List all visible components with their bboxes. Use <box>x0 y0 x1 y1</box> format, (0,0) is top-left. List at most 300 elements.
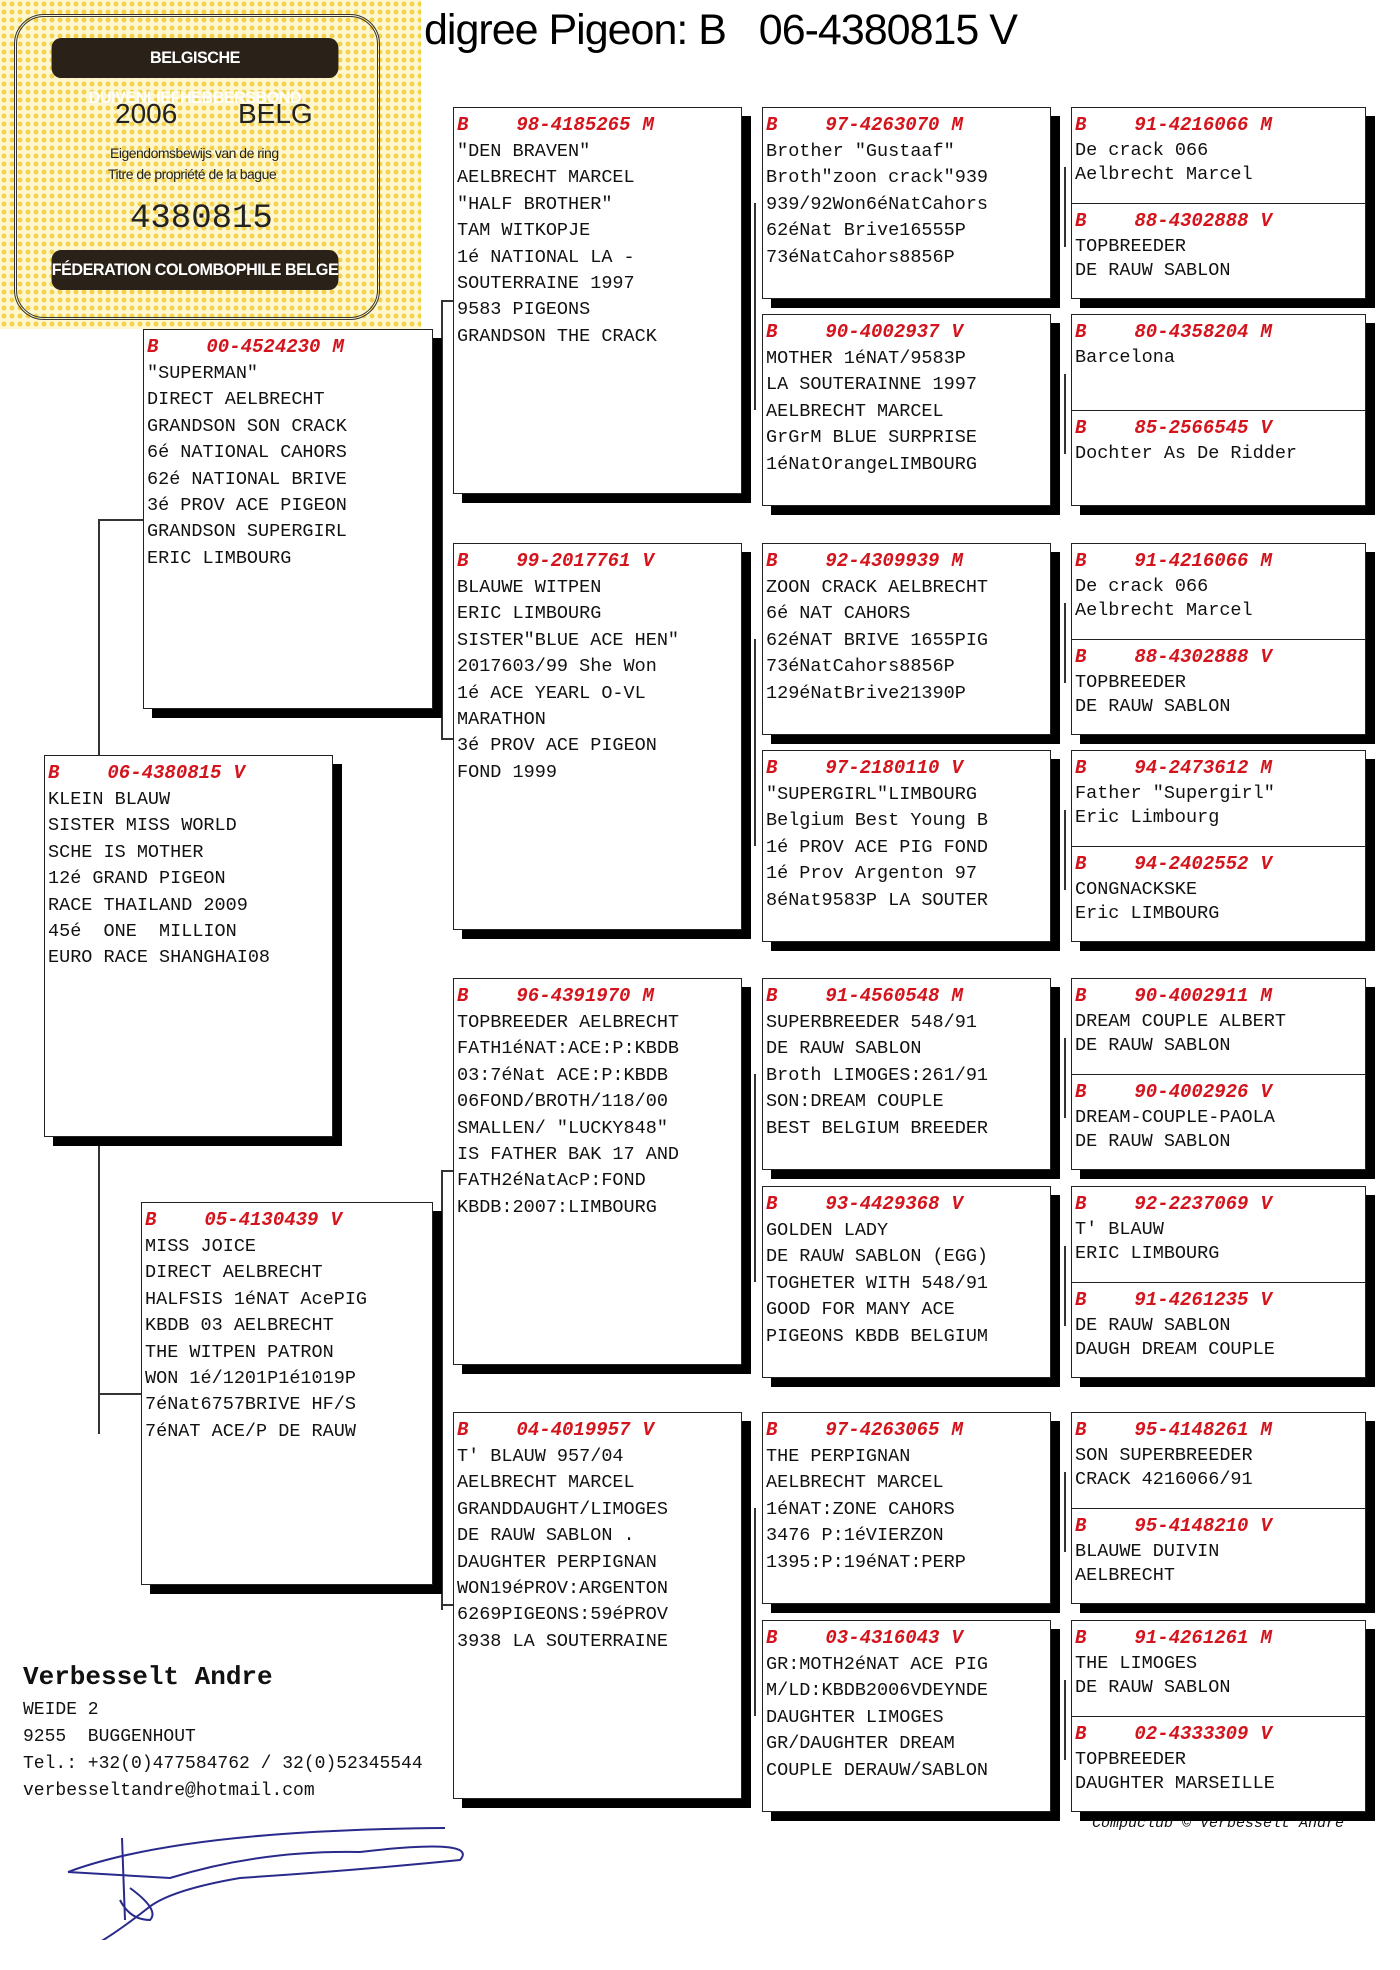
ring-country: B <box>1075 416 1087 439</box>
pigeon-note-line: 1é Prov Argenton 97 <box>766 863 977 885</box>
pigeon-ring-header <box>1075 1191 1362 1218</box>
pigeon-ring-header <box>147 334 429 361</box>
pigeon-ring-header <box>1075 548 1362 575</box>
pigeon-ring-header <box>766 755 1047 782</box>
ring-number: 93-4429368 <box>825 1193 940 1215</box>
pigeon-note-line: DE RAUW SABLON (EGG) <box>766 1246 989 1268</box>
connector-line <box>1064 1680 1066 1760</box>
sex-code: M <box>951 114 963 136</box>
pigeon-ring-header <box>1075 208 1362 235</box>
pigeon-note-line: KLEIN BLAUW <box>48 789 171 810</box>
pigeon-note-line: THE LIMOGES <box>1075 1653 1198 1674</box>
sex-code: M <box>1260 321 1272 343</box>
ring-number: 91-4560548 <box>825 985 940 1007</box>
pigeon-box[interactable] <box>762 314 1051 506</box>
ring-country: B <box>1075 321 1087 343</box>
page-title: digree Pigeon: B 06-4380815 V <box>424 6 1017 54</box>
ring-country: B <box>1075 852 1087 875</box>
ring-number: 92-4309939 <box>825 550 940 572</box>
pigeon-note-line: ERIC LIMBOURG <box>457 603 602 625</box>
ring-line-nl: Eigendomsbewijs van de ring <box>110 145 279 161</box>
pigeon-ring-header <box>1075 851 1362 878</box>
ring-number: 91-4261235 <box>1134 1288 1249 1311</box>
owner-city: 9255 BUGGENHOUT <box>23 1727 196 1747</box>
sex-code: M <box>951 550 963 572</box>
pigeon-box[interactable] <box>762 1412 1051 1604</box>
sex-code: V <box>233 762 245 784</box>
pigeon-note-line: Dochter As De Ridder <box>1075 442 1298 464</box>
pigeon-note-line: 1é ACE YEARL O-VL <box>457 682 646 704</box>
pigeon-box[interactable] <box>1072 1716 1365 1812</box>
pigeon-note-line: GRANDSON SUPERGIRL <box>147 521 347 543</box>
sex-code: M <box>1260 550 1272 572</box>
pigeon-ring-header <box>457 983 738 1010</box>
ring-country: B <box>147 336 159 358</box>
pigeon-box[interactable] <box>141 1202 433 1585</box>
pigeon-pair-box <box>1071 543 1366 735</box>
pigeon-box[interactable] <box>1072 410 1365 506</box>
pigeon-ring-header <box>1075 983 1362 1010</box>
pigeon-note-line: DAUGHTER MARSEILLE <box>1075 1772 1275 1794</box>
sex-code: V <box>1260 1722 1272 1745</box>
pigeon-ring-header <box>1075 319 1362 346</box>
pigeon-box[interactable] <box>762 1186 1051 1378</box>
ring-number: 91-4261261 <box>1134 1627 1249 1649</box>
pigeon-note-line: 62éNAT BRIVE 1655PIG <box>766 629 989 651</box>
pigeon-ring-header <box>457 548 738 575</box>
pigeon-note-line: ZOON CRACK AELBRECHT <box>766 577 989 598</box>
ring-country: B <box>457 114 469 136</box>
pigeon-note-line: DIRECT AELBRECHT <box>145 1262 323 1284</box>
pigeon-note-line: 8éNat9583P LA SOUTER <box>766 889 989 911</box>
ring-number: 97-4263070 <box>825 114 940 136</box>
pigeon-note-line: Aelbrecht Marcel <box>1075 600 1253 621</box>
connector-line <box>1064 603 1066 683</box>
sex-code: V <box>1260 852 1272 875</box>
pigeon-note-line: SCHE IS MOTHER <box>48 841 204 863</box>
pigeon-ring-header <box>48 760 329 787</box>
pigeon-note-line: 6é NATIONAL CAHORS <box>147 442 347 464</box>
pigeon-note-line: GR/DAUGHTER DREAM <box>766 1733 955 1755</box>
pigeon-note-line: RACE THAILAND 2009 <box>48 894 248 916</box>
pigeon-pair-box <box>1071 314 1366 506</box>
pigeon-pair-box <box>1071 978 1366 1170</box>
pigeon-note-line: FOND 1999 <box>457 761 557 783</box>
pigeon-note-line: 06FOND/BROTH/118/00 <box>457 1091 668 1113</box>
ring-number: 91-4216066 <box>1134 550 1249 572</box>
pigeon-note-line: TOPBREEDER <box>1075 671 1187 693</box>
pigeon-note-line: CRACK 4216066/91 <box>1075 1469 1253 1490</box>
pigeon-ring-header <box>145 1207 429 1234</box>
pigeon-note-line: DE RAUW SABLON <box>1075 1130 1231 1152</box>
pigeon-ring-header <box>766 1191 1047 1218</box>
pigeon-note-line: 3476 P:1éVIERZON <box>766 1525 944 1547</box>
pigeon-note-line: FATH1éNAT:ACE:P:KBDB <box>457 1038 680 1060</box>
pigeon-note-line: TAM WITKOPJE <box>457 220 591 242</box>
ring-number: 94-2402552 <box>1134 852 1249 875</box>
pigeon-note-line: GRANDDAUGHT/LIMOGES <box>457 1498 668 1520</box>
pigeon-ring-header <box>766 319 1047 346</box>
pigeon-box[interactable] <box>1072 1508 1365 1604</box>
pigeon-note-line: DE RAUW SABLON <box>1075 1314 1231 1336</box>
pigeon-note-line: "HALF BROTHER" <box>457 193 613 215</box>
ring-year: 2006 <box>115 98 178 129</box>
ring-number: 96-4391970 <box>516 985 631 1007</box>
pigeon-ring-header <box>766 1417 1047 1444</box>
sex-code: M <box>1260 114 1272 136</box>
connector-line <box>441 300 453 302</box>
pigeon-note-line: 1éNatOrangeLIMBOURG <box>766 453 977 475</box>
pigeon-box[interactable] <box>1072 846 1365 942</box>
pigeon-note-line: DAUGHTER LIMOGES <box>766 1706 944 1728</box>
pigeon-note-line: De crack 066 <box>1075 576 1209 597</box>
sex-code: V <box>642 1419 654 1441</box>
connector-line <box>441 738 453 740</box>
ring-country: B <box>145 1209 157 1231</box>
pigeon-note-line: 62é NATIONAL BRIVE <box>147 468 347 490</box>
pigeon-note-line: 939/92Won6éNatCahors <box>766 193 989 215</box>
ring-number: 95-4148261 <box>1134 1419 1249 1441</box>
pigeon-note-line: SMALLEN/ "LUCKY848" <box>457 1117 668 1139</box>
copyright-note: Compuclub © Verbesselt Andre <box>1092 1815 1345 1832</box>
pigeon-note-line: T' BLAUW <box>1075 1219 1164 1240</box>
pigeon-box[interactable] <box>1072 639 1365 735</box>
owner-street: WEIDE 2 <box>23 1700 99 1720</box>
pigeon-note-line: AELBRECHT MARCEL <box>457 167 635 189</box>
ring-country: B <box>766 1419 778 1441</box>
pigeon-box[interactable] <box>453 1412 742 1799</box>
ring-number: 95-4148210 <box>1134 1514 1249 1537</box>
pigeon-box[interactable] <box>1072 544 1365 639</box>
pigeon-note-line: 3é PROV ACE PIGEON <box>147 495 347 517</box>
pigeon-ring-header <box>1075 415 1362 442</box>
pigeon-ring-header <box>1075 1417 1362 1444</box>
sex-code: V <box>1260 1193 1272 1215</box>
pigeon-note-line: Eric LIMBOURG <box>1075 902 1220 924</box>
pigeon-note-line: DIRECT AELBRECHT <box>147 389 325 411</box>
pigeon-box[interactable] <box>762 1620 1051 1812</box>
pigeon-note-line: 73éNatCahors8856P <box>766 246 955 268</box>
connector-line <box>98 519 143 521</box>
pigeon-note-line: SOUTERRAINE 1997 <box>457 273 635 295</box>
connector-line <box>441 1170 443 1610</box>
pigeon-note-line: GRANDSON SON CRACK <box>147 415 347 437</box>
ring-certificate-image <box>0 0 421 329</box>
pigeon-note-line: 129éNatBrive21390P <box>766 682 966 704</box>
connector-line <box>1064 167 1066 247</box>
ring-number: 91-4216066 <box>1134 114 1249 136</box>
pigeon-note-line: DE RAUW SABLON <box>1075 259 1231 281</box>
ring-country: B <box>766 550 778 572</box>
pigeon-note-line: 9583 PIGEONS <box>457 299 591 321</box>
pigeon-box[interactable] <box>762 543 1051 735</box>
pigeon-note-line: DREAM COUPLE ALBERT <box>1075 1011 1286 1032</box>
pigeon-note-line: Eric Limbourg <box>1075 807 1220 828</box>
pigeon-ring-header <box>1075 644 1362 671</box>
pigeon-pair-box <box>1071 1186 1366 1378</box>
pigeon-box[interactable] <box>762 107 1051 299</box>
pigeon-note-line: Aelbrecht Marcel <box>1075 164 1253 185</box>
pigeon-note-line: IS FATHER BAK 17 AND <box>457 1144 680 1166</box>
pigeon-note-line: Broth LIMOGES:261/91 <box>766 1064 989 1086</box>
pigeon-note-line: THE WITPEN PATRON <box>145 1341 334 1363</box>
ring-country: B <box>1075 550 1087 572</box>
sex-code: V <box>951 321 963 343</box>
pigeon-note-line: M/LD:KBDB2006VDEYNDE <box>766 1680 989 1702</box>
pigeon-note-line: GOLDEN LADY <box>766 1220 889 1241</box>
ring-country: B <box>1075 1419 1087 1441</box>
pigeon-note-line: TOGHETER WITH 548/91 <box>766 1272 989 1294</box>
pigeon-ring-header <box>1075 1721 1362 1748</box>
connector-line <box>441 300 443 740</box>
pigeon-note-line: BLAUWE DUIVIN <box>1075 1540 1220 1562</box>
pigeon-note-line: WON19éPROV:ARGENTON <box>457 1578 668 1600</box>
sex-code: V <box>330 1209 342 1231</box>
owner-phone: Tel.: +32(0)477584762 / 32(0)52345544 <box>23 1754 423 1774</box>
ring-number: 03-4316043 <box>825 1627 940 1649</box>
pigeon-note-line: TOPBREEDER AELBRECHT <box>457 1012 680 1033</box>
pigeon-note-line: WON 1é/1201P1é1019P <box>145 1368 356 1390</box>
connector-line <box>441 1170 453 1172</box>
pigeon-note-line: SISTER MISS WORLD <box>48 815 237 837</box>
ring-number: 98-4185265 <box>516 114 631 136</box>
ring-country: B <box>457 985 469 1007</box>
pigeon-note-line: 1é NATIONAL LA - <box>457 246 635 268</box>
ring-number: 00-4524230 <box>206 336 321 358</box>
pigeon-box[interactable] <box>143 329 433 709</box>
ring-country: B <box>1075 1288 1087 1311</box>
pigeon-pair-box <box>1071 1412 1366 1604</box>
pigeon-pair-box <box>1071 1620 1366 1812</box>
ring-number: 88-4302888 <box>1134 209 1249 232</box>
pigeon-pair-box <box>1071 107 1366 299</box>
pigeon-note-line: MISS JOICE <box>145 1236 257 1257</box>
pigeon-note-line: SON SUPERBREEDER <box>1075 1445 1253 1466</box>
pigeon-box[interactable] <box>1072 1187 1365 1282</box>
ring-number: 94-2473612 <box>1134 757 1249 779</box>
pigeon-note-line: Father "Supergirl" <box>1075 783 1275 804</box>
connector-line <box>1064 1472 1066 1552</box>
ring-number: 97-4263065 <box>825 1419 940 1441</box>
ring-country: B <box>1075 1627 1087 1649</box>
sex-code: V <box>1260 1080 1272 1103</box>
ring-top-banner: BELGISCHE DUIVENLIEFHEBBERSBOND <box>52 38 339 78</box>
signature <box>60 1820 500 1940</box>
pigeon-ring-header <box>457 1417 738 1444</box>
connector-line <box>1064 810 1066 890</box>
sex-code: M <box>642 985 654 1007</box>
ring-country: B <box>1075 1080 1087 1103</box>
ring-number: 97-2180110 <box>825 757 940 779</box>
pigeon-note-line: 73éNatCahors8856P <box>766 656 955 678</box>
sex-code: M <box>332 336 344 358</box>
connector-line <box>754 1508 756 1716</box>
pigeon-box[interactable] <box>44 755 333 1137</box>
ring-line-fr: Titre de propriété de la bague <box>108 166 277 182</box>
pigeon-box[interactable] <box>453 107 742 494</box>
sex-code: M <box>1260 1627 1272 1649</box>
ring-country: B <box>1075 757 1087 779</box>
pigeon-box[interactable] <box>1072 203 1365 299</box>
pigeon-note-line: GOOD FOR MANY ACE <box>766 1299 955 1321</box>
pigeon-ring-header <box>766 548 1047 575</box>
connector-line <box>754 1074 756 1282</box>
pigeon-ring-header <box>766 983 1047 1010</box>
pigeon-note-line: DE RAUW SABLON <box>1075 695 1231 717</box>
ring-number: 80-4358204 <box>1134 321 1249 343</box>
sex-code: M <box>951 1419 963 1441</box>
pigeon-ring-header <box>457 112 738 139</box>
pigeon-box[interactable] <box>762 978 1051 1170</box>
pigeon-note-line: AELBRECHT MARCEL <box>766 1472 944 1494</box>
ring-number: 90-4002937 <box>825 321 940 343</box>
pigeon-ring-header <box>1075 1513 1362 1540</box>
pigeon-note-line: T' BLAUW 957/04 <box>457 1446 624 1467</box>
pigeon-note-line: CONGNACKSKE <box>1075 878 1198 900</box>
pigeon-note-line: GrGrM BLUE SURPRISE <box>766 427 977 449</box>
pigeon-note-line: AELBRECHT MARCEL <box>766 400 944 422</box>
pigeon-ring-header <box>766 1625 1047 1652</box>
ring-number: 06-4380815 <box>107 762 222 784</box>
pigeon-note-line: DE RAUW SABLON . <box>457 1525 635 1547</box>
pigeon-note-line: 6269PIGEONS:59éPROV <box>457 1604 668 1626</box>
pigeon-note-line: MOTHER 1éNAT/9583P <box>766 348 966 369</box>
pigeon-box[interactable] <box>1072 315 1365 410</box>
pigeon-note-line: AELBRECHT <box>1075 1564 1175 1586</box>
ring-country: B <box>1075 645 1087 668</box>
pigeon-note-line: Broth"zoon crack"939 <box>766 167 989 189</box>
ring-country: B <box>766 1193 778 1215</box>
ring-country: B <box>766 1627 778 1649</box>
pigeon-note-line: SISTER"BLUE ACE HEN" <box>457 629 680 651</box>
pigeon-note-line: 1éNAT:ZONE CAHORS <box>766 1498 955 1520</box>
pigeon-note-line: BEST BELGIUM BREEDER <box>766 1117 989 1139</box>
connector-line <box>98 1393 141 1395</box>
sex-code: V <box>1260 1514 1272 1537</box>
ring-number: 05-4130439 <box>204 1209 319 1231</box>
ring-number: 92-2237069 <box>1134 1193 1249 1215</box>
ring-number: 4380815 <box>130 200 273 238</box>
pigeon-box[interactable] <box>1072 1621 1365 1716</box>
pigeon-note-line: Brother "Gustaaf" <box>766 141 955 162</box>
connector-line <box>754 639 756 846</box>
pigeon-ring-header <box>1075 1079 1362 1106</box>
ring-country: B <box>457 1419 469 1441</box>
pigeon-note-line: TOPBREEDER <box>1075 235 1187 257</box>
pigeon-box[interactable] <box>1072 1074 1365 1170</box>
pigeon-box[interactable] <box>1072 751 1365 846</box>
owner-email[interactable]: verbesseltandre@hotmail.com <box>23 1781 315 1801</box>
ring-country: B <box>766 757 778 779</box>
ring-number: 90-4002926 <box>1134 1080 1249 1103</box>
ring-country: B <box>1075 209 1087 232</box>
pigeon-box[interactable] <box>1072 108 1365 203</box>
pigeon-note-line: DAUGH DREAM COUPLE <box>1075 1338 1275 1360</box>
pigeon-note-line: 3938 LA SOUTERRAINE <box>457 1630 668 1652</box>
ring-number: 85-2566545 <box>1134 416 1249 439</box>
ring-country: B <box>1075 114 1087 136</box>
pigeon-note-line: 3é PROV ACE PIGEON <box>457 735 657 757</box>
pigeon-note-line: PIGEONS KBDB BELGIUM <box>766 1325 989 1347</box>
sex-code: M <box>1260 1419 1272 1441</box>
sex-code: M <box>642 114 654 136</box>
pigeon-note-line: 2017603/99 She Won <box>457 656 657 678</box>
pigeon-box[interactable] <box>1072 979 1365 1074</box>
pigeon-note-line: DREAM-COUPLE-PAOLA <box>1075 1106 1275 1128</box>
pigeon-note-line: ERIC LIMBOURG <box>1075 1243 1220 1264</box>
pigeon-note-line: ERIC LIMBOURG <box>147 547 292 569</box>
sex-code: V <box>1260 209 1272 232</box>
pigeon-ring-header <box>766 112 1047 139</box>
ring-bottom-banner: FÉDERATION COLOMBOPHILE BELGE <box>52 250 339 290</box>
ring-number: 90-4002911 <box>1134 985 1249 1007</box>
pigeon-note-line: EURO RACE SHANGHAI08 <box>48 947 271 969</box>
pigeon-box[interactable] <box>1072 1413 1365 1508</box>
pigeon-note-line: HALFSIS 1éNAT AcePIG <box>145 1288 368 1310</box>
sex-code: V <box>951 1193 963 1215</box>
pigeon-note-line: LA SOUTERAINNE 1997 <box>766 374 977 396</box>
pigeon-note-line: DE RAUW SABLON <box>1075 1677 1231 1698</box>
pigeon-note-line: 6é NAT CAHORS <box>766 603 911 625</box>
ring-country: B <box>457 550 469 572</box>
sex-code: M <box>1260 757 1272 779</box>
ring-country: B <box>766 321 778 343</box>
pigeon-box[interactable] <box>453 543 742 930</box>
pigeon-note-line: Belgium Best Young B <box>766 810 989 832</box>
connector-line <box>1064 374 1066 454</box>
pigeon-ring-header <box>1075 1287 1362 1314</box>
pigeon-box[interactable] <box>762 750 1051 942</box>
ring-number: 88-4302888 <box>1134 645 1249 668</box>
ring-number: 04-4019957 <box>516 1419 631 1441</box>
pigeon-box[interactable] <box>1072 1282 1365 1378</box>
pigeon-note-line: 12é GRAND PIGEON <box>48 868 226 890</box>
sex-code: M <box>951 985 963 1007</box>
sex-code: V <box>642 550 654 572</box>
pigeon-box[interactable] <box>453 978 742 1365</box>
pigeon-ring-header <box>1075 755 1362 782</box>
pigeon-note-line: THE PERPIGNAN <box>766 1446 911 1467</box>
pigeon-note-line: TOPBREEDER <box>1075 1748 1187 1770</box>
connector-line <box>754 203 756 410</box>
pigeon-note-line: Barcelona <box>1075 347 1175 368</box>
ring-country: B <box>1075 985 1087 1007</box>
sex-code: V <box>951 1627 963 1649</box>
ring-number: 99-2017761 <box>516 550 631 572</box>
pigeon-note-line: DE RAUW SABLON <box>1075 1035 1231 1056</box>
pigeon-note-line: 1é PROV ACE PIG FOND <box>766 836 989 858</box>
pigeon-note-line: "SUPERMAN" <box>147 363 259 384</box>
ring-country: B <box>1075 1722 1087 1745</box>
pigeon-note-line: SUPERBREEDER 548/91 <box>766 1012 977 1033</box>
pigeon-note-line: BLAUWE WITPEN <box>457 577 602 598</box>
sex-code: V <box>1260 645 1272 668</box>
ring-country: B <box>1075 1514 1087 1537</box>
pigeon-note-line: 62éNat Brive16555P <box>766 220 966 242</box>
pigeon-note-line: SON:DREAM COUPLE <box>766 1091 944 1113</box>
pigeon-note-line: 45é ONE MILLION <box>48 921 237 943</box>
pigeon-note-line: 7éNat6757BRIVE HF/S <box>145 1394 356 1416</box>
connector-line <box>441 1604 453 1606</box>
ring-country: BELG <box>238 98 313 129</box>
pigeon-note-line: 7éNAT ACE/P DE RAUW <box>145 1420 356 1442</box>
pigeon-note-line: "SUPERGIRL"LIMBOURG <box>766 784 977 805</box>
ring-country: B <box>48 762 60 784</box>
ring-country: B <box>766 114 778 136</box>
sex-code: V <box>951 757 963 779</box>
pigeon-note-line: De crack 066 <box>1075 140 1209 161</box>
sex-code: V <box>1260 416 1272 439</box>
